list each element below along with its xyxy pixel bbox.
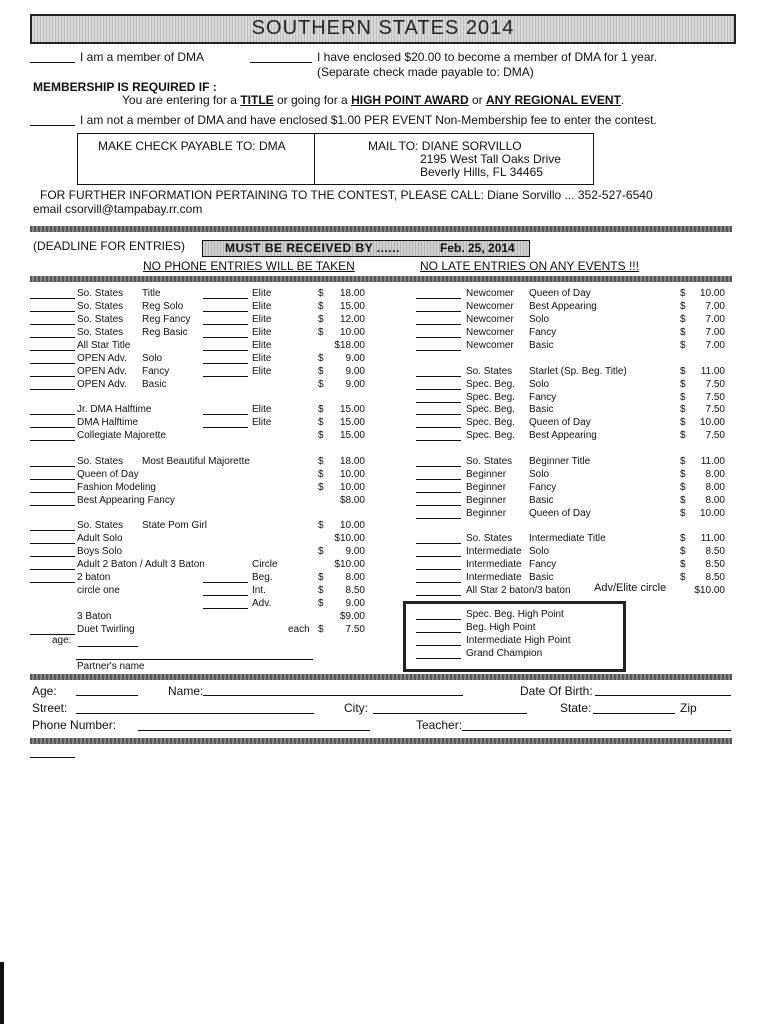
event-type: Fancy	[529, 392, 557, 403]
scan-edge	[0, 962, 4, 1024]
age2-label: Age:	[32, 684, 57, 698]
event-type: Starlet (Sp. Beg. Title)	[529, 366, 627, 377]
event-name: Beginner	[466, 508, 507, 519]
event-price: 10.00	[339, 520, 365, 531]
event-type: Solo	[529, 314, 550, 325]
separate-check: (Separate check made payable to: DMA)	[317, 65, 534, 79]
entry-blank[interactable]	[30, 479, 75, 480]
level-blank[interactable]	[203, 350, 248, 351]
entry-blank[interactable]	[416, 466, 461, 467]
req-part-1: You are entering for a	[122, 93, 237, 107]
dollar-sign: $	[680, 533, 686, 544]
page-title: SOUTHERN STATES 2014	[251, 17, 515, 39]
event-price: 7.50	[345, 624, 365, 635]
entry-blank[interactable]	[416, 389, 461, 390]
dollar-sign: $	[680, 430, 686, 441]
event-price: 11.00	[700, 533, 725, 544]
must-be-received: MUST BE RECEIVED BY ......	[225, 241, 400, 255]
entry-blank[interactable]	[416, 427, 461, 428]
not-member-text: I am not a member of DMA and have enclosed $1.00 PER EVENT Non-Membership fee to enter the contest.	[80, 113, 657, 127]
event-level: Elite	[252, 288, 272, 299]
event-price: 9.00	[345, 379, 365, 390]
event-price: 15.00	[339, 430, 365, 441]
event-name: So. States	[77, 314, 124, 325]
entry-blank[interactable]	[30, 311, 75, 312]
event-type: Fancy	[529, 327, 557, 338]
req-part-3: or	[471, 93, 483, 107]
event-name: Beginner	[466, 469, 507, 480]
dob-label: Date Of Birth:	[520, 684, 593, 698]
age2-field[interactable]	[76, 695, 138, 696]
req-part-2: or going for a	[277, 93, 348, 107]
event-type: Most Beautiful Majorette	[142, 456, 250, 467]
entry-blank[interactable]	[416, 556, 461, 557]
entry-blank[interactable]	[30, 543, 75, 544]
entry-blank[interactable]	[30, 376, 75, 377]
event-type: Fancy	[142, 366, 170, 377]
event-level: Circle	[252, 559, 278, 570]
deadline-box	[202, 240, 530, 257]
further-info: FOR FURTHER INFORMATION PERTAINING TO THE CONTEST, PLEASE CALL: Diane Sorvillo ... 352-527-6540	[40, 188, 653, 202]
event-level: Elite	[252, 314, 272, 325]
event-price: 15.00	[339, 301, 365, 312]
event-type: Basic	[529, 340, 554, 351]
event-name: Newcomer	[466, 340, 514, 351]
event-name: Jr. DMA Halftime	[77, 404, 152, 415]
event-name: Fashion Modeling	[77, 482, 156, 493]
event-type: Reg Fancy	[142, 314, 191, 325]
phone-field[interactable]	[138, 730, 370, 731]
dollar-sign: $	[318, 417, 324, 428]
dollar-sign: $	[318, 314, 324, 325]
dollar-sign: $	[680, 559, 686, 570]
entry-blank[interactable]	[416, 440, 461, 441]
state-field[interactable]	[593, 713, 675, 714]
event-name: Queen of Day	[77, 469, 139, 480]
event-price: 7.50	[705, 379, 725, 390]
city-field[interactable]	[373, 713, 527, 714]
event-price: 7.00	[705, 301, 725, 312]
event-name: So. States	[466, 456, 513, 467]
event-type: Queen of Day	[529, 508, 591, 519]
high-point-blank[interactable]	[416, 658, 461, 659]
event-name: OPEN Adv.	[77, 353, 127, 364]
event-type: Queen of Day	[529, 417, 591, 428]
event-price: 8.00	[705, 482, 725, 493]
phone-label: Phone Number:	[32, 718, 117, 732]
event-price: 9.00	[345, 366, 365, 377]
event-name: Adult Solo	[77, 533, 123, 544]
event-type: Fancy	[529, 482, 557, 493]
entry-blank[interactable]	[30, 389, 75, 390]
dollar-sign: $	[680, 417, 686, 428]
entry-blank[interactable]	[30, 440, 75, 441]
dollar-sign: $	[318, 379, 324, 390]
payment-box	[77, 133, 594, 185]
event-level: Elite	[252, 301, 272, 312]
entry-blank[interactable]	[30, 466, 75, 467]
street-label: Street:	[32, 701, 68, 715]
event-level: each	[288, 624, 310, 635]
dollar-sign: $	[318, 624, 324, 635]
event-type: Basic	[529, 495, 554, 506]
event-type: Reg Basic	[142, 327, 188, 338]
extra-blank[interactable]	[30, 757, 75, 758]
entry-blank[interactable]	[30, 414, 75, 415]
entry-blank[interactable]	[416, 414, 461, 415]
dollar-sign: $	[680, 404, 686, 415]
entry-blank[interactable]	[30, 582, 75, 583]
entry-blank[interactable]	[416, 298, 461, 299]
event-price: $10.00	[334, 533, 365, 544]
level-blank[interactable]	[203, 427, 248, 428]
event-price: 7.00	[705, 340, 725, 351]
event-price: 15.00	[339, 417, 365, 428]
street-field[interactable]	[76, 713, 314, 714]
event-name: Spec. Beg.	[466, 417, 515, 428]
entry-blank[interactable]	[416, 402, 461, 403]
entry-blank[interactable]	[416, 505, 461, 506]
event-price: 8.00	[705, 469, 725, 480]
entry-blank[interactable]	[416, 479, 461, 480]
dollar-sign: $	[318, 456, 324, 467]
entry-blank[interactable]	[416, 350, 461, 351]
divider-bar	[30, 674, 732, 680]
event-price: 11.00	[700, 456, 725, 467]
dollar-sign: $	[318, 572, 324, 583]
event-price: 10.00	[339, 482, 365, 493]
adv-elite-circle: Adv/Elite circle	[594, 582, 667, 594]
event-name: So. States	[77, 301, 124, 312]
event-price: 8.50	[705, 572, 725, 583]
event-name: Spec. Beg.	[466, 379, 515, 390]
entry-blank[interactable]	[30, 324, 75, 325]
event-price: 7.00	[705, 327, 725, 338]
event-name: Adult 2 Baton / Adult 3 Baton	[77, 559, 205, 570]
level-blank[interactable]	[203, 337, 248, 338]
member-text: I am a member of DMA	[80, 50, 205, 64]
entry-blank[interactable]	[30, 427, 75, 428]
event-price: 10.00	[339, 469, 365, 480]
event-type: Basic	[529, 404, 554, 415]
entry-blank[interactable]	[416, 518, 461, 519]
event-name: Newcomer	[466, 301, 514, 312]
event-type: Queen of Day	[529, 288, 591, 299]
email: email csorvill@tampabay.rr.com	[33, 202, 203, 216]
event-name: Spec. Beg.	[466, 430, 515, 441]
entry-blank[interactable]	[416, 569, 461, 570]
city-label: City:	[344, 701, 368, 715]
event-price: 7.50	[705, 404, 725, 415]
entry-blank[interactable]	[416, 595, 461, 596]
event-price: 10.00	[699, 417, 725, 428]
level-blank[interactable]	[203, 311, 248, 312]
event-name: Newcomer	[466, 288, 514, 299]
event-name: So. States	[77, 327, 124, 338]
dollar-sign: $	[318, 327, 324, 338]
event-type: Basic	[529, 572, 554, 583]
dollar-sign: $	[680, 456, 686, 467]
level-blank[interactable]	[203, 324, 248, 325]
dollar-sign: $	[680, 366, 686, 377]
event-name: circle one	[77, 585, 120, 596]
event-level: Elite	[252, 340, 272, 351]
event-level: Elite	[252, 417, 272, 428]
make-check: MAKE CHECK PAYABLE TO: DMA	[98, 139, 286, 153]
req-title: TITLE	[240, 93, 274, 107]
event-name: Spec. Beg.	[466, 404, 515, 415]
deadline-label: (DEADLINE FOR ENTRIES)	[33, 239, 186, 253]
event-type: Beginner Title	[529, 456, 591, 467]
dollar-sign: $	[680, 314, 686, 325]
entry-blank[interactable]	[416, 337, 461, 338]
level-blank[interactable]	[203, 595, 248, 596]
event-name: Beginner	[466, 482, 507, 493]
event-price: $10.00	[694, 585, 725, 596]
event-price: 18.00	[339, 288, 365, 299]
dollar-sign: $	[318, 520, 324, 531]
entry-blank[interactable]	[30, 530, 75, 531]
high-point-blank[interactable]	[416, 632, 461, 633]
event-type: Title	[142, 288, 161, 299]
entry-blank[interactable]	[416, 543, 461, 544]
dollar-sign: $	[318, 430, 324, 441]
entry-blank[interactable]	[30, 505, 75, 506]
entry-blank[interactable]	[416, 311, 461, 312]
age-label: age:	[52, 635, 72, 646]
dollar-sign: $	[680, 508, 686, 519]
event-price: 7.50	[705, 430, 725, 441]
event-name: OPEN Adv.	[77, 379, 127, 390]
dollar-sign: $	[318, 598, 324, 609]
event-price: 9.00	[345, 353, 365, 364]
dollar-sign: $	[318, 482, 324, 493]
entry-blank[interactable]	[30, 298, 75, 299]
event-name: So. States	[77, 520, 124, 531]
event-price: $18.00	[334, 340, 365, 351]
dollar-sign: $	[680, 301, 686, 312]
title-banner	[30, 14, 736, 44]
entry-blank[interactable]	[30, 337, 75, 338]
dollar-sign: $	[680, 340, 686, 351]
event-level: Elite	[252, 404, 272, 415]
req-end: .	[620, 93, 625, 107]
dollar-sign: $	[318, 288, 324, 299]
event-name: 3 Baton	[77, 611, 112, 622]
level-blank[interactable]	[203, 363, 248, 364]
zip-label: Zip	[680, 701, 697, 715]
event-level: Elite	[252, 353, 272, 364]
deadline-date: Feb. 25, 2014	[440, 241, 515, 255]
high-point-item: Beg. High Point	[466, 622, 536, 633]
event-level: Beg.	[252, 572, 273, 583]
dollar-sign: $	[680, 379, 686, 390]
event-name: Intermediate	[466, 546, 522, 557]
event-name: Collegiate Majorette	[77, 430, 166, 441]
event-price: 7.00	[705, 314, 725, 325]
event-price: 9.00	[345, 546, 365, 557]
state-label: State:	[560, 701, 592, 715]
req-regional: ANY REGIONAL EVENT	[485, 93, 621, 107]
dollar-sign: $	[318, 353, 324, 364]
event-price: 11.00	[700, 366, 725, 377]
divider-bar	[30, 738, 732, 744]
high-point-item: Intermediate High Point	[466, 635, 571, 646]
entry-blank[interactable]	[30, 492, 75, 493]
dollar-sign: $	[680, 327, 686, 338]
entry-blank[interactable]	[416, 582, 461, 583]
event-price: $10.00	[334, 559, 365, 570]
high-point-item: Grand Champion	[466, 648, 543, 659]
dollar-sign: $	[318, 585, 324, 596]
event-price: 7.50	[705, 392, 725, 403]
event-name: Intermediate	[466, 559, 522, 570]
name-field[interactable]	[203, 695, 463, 696]
level-blank[interactable]	[203, 414, 248, 415]
requirement-line	[122, 93, 624, 107]
event-price: 8.00	[705, 495, 725, 506]
event-price: 9.00	[345, 598, 365, 609]
dollar-sign: $	[318, 366, 324, 377]
teacher-label: Teacher:	[416, 718, 463, 732]
divider-bar	[30, 226, 732, 232]
event-name: Boys Solo	[77, 546, 123, 557]
enclosed-blank[interactable]	[250, 62, 312, 63]
high-point-item: Spec. Beg. High Point	[466, 609, 564, 620]
name-label: Name:	[168, 684, 204, 698]
event-price: 10.00	[699, 288, 725, 299]
dollar-sign: $	[680, 546, 686, 557]
event-price: $8.00	[339, 495, 365, 506]
high-point-blank[interactable]	[416, 645, 461, 646]
dollar-sign: $	[680, 495, 686, 506]
level-blank[interactable]	[203, 298, 248, 299]
event-type: Solo	[142, 353, 163, 364]
event-price: 10.00	[699, 508, 725, 519]
event-price: 12.00	[339, 314, 365, 325]
event-price: 8.00	[345, 572, 365, 583]
dollar-sign: $	[680, 469, 686, 480]
partner-blank[interactable]	[76, 659, 313, 660]
partner-label: Partner's name	[77, 661, 145, 672]
mail-city: Beverly Hills, FL 34465	[420, 165, 543, 179]
event-type: State Pom Girl	[142, 520, 208, 531]
event-type: Reg Solo	[142, 301, 184, 312]
event-name: All Star Title	[77, 340, 131, 351]
event-level: Adv.	[252, 598, 272, 609]
dollar-sign: $	[318, 301, 324, 312]
event-name: Best Appearing Fancy	[77, 495, 175, 506]
event-name: So. States	[77, 456, 124, 467]
no-phone: NO PHONE ENTRIES WILL BE TAKEN	[143, 259, 355, 273]
divider-bar	[30, 276, 732, 282]
dollar-sign: $	[680, 482, 686, 493]
event-name: 2 baton	[77, 572, 111, 583]
entry-blank[interactable]	[416, 492, 461, 493]
membership-required: MEMBERSHIP IS REQUIRED IF :	[33, 80, 217, 94]
age-blank[interactable]	[78, 646, 138, 647]
event-type: Solo	[529, 379, 550, 390]
event-level: Elite	[252, 366, 272, 377]
entry-blank[interactable]	[30, 556, 75, 557]
event-name: So. States	[466, 366, 513, 377]
event-name: Newcomer	[466, 314, 514, 325]
level-blank[interactable]	[203, 608, 248, 609]
dob-field[interactable]	[595, 695, 731, 696]
entry-blank[interactable]	[30, 569, 75, 570]
event-level: Int.	[252, 585, 266, 596]
event-name: Duet Twirling	[77, 624, 135, 635]
mail-street: 2195 West Tall Oaks Drive	[420, 152, 561, 166]
dollar-sign: $	[680, 392, 686, 403]
event-name: So. States	[77, 288, 124, 299]
event-type: Basic	[142, 379, 167, 390]
event-type: Best Appearing	[529, 301, 597, 312]
req-high-point: HIGH POINT AWARD	[351, 93, 469, 107]
event-name: So. States	[466, 533, 513, 544]
mail-to: MAIL TO: DIANE SORVILLO	[368, 139, 522, 153]
not-member-blank[interactable]	[30, 125, 75, 126]
dollar-sign: $	[680, 572, 686, 583]
event-price: 8.50	[345, 585, 365, 596]
event-name: All Star 2 baton/3 baton	[466, 585, 571, 596]
event-type: Fancy	[529, 559, 557, 570]
dollar-sign: $	[318, 469, 324, 480]
event-type: Solo	[529, 469, 550, 480]
entry-blank[interactable]	[30, 350, 75, 351]
dollar-sign: $	[318, 404, 324, 415]
teacher-field[interactable]	[462, 730, 731, 731]
no-late: NO LATE ENTRIES ON ANY EVENTS !!!	[420, 259, 639, 273]
event-name: OPEN Adv.	[77, 366, 127, 377]
enclosed-text: I have enclosed $20.00 to become a member of DMA for 1 year.	[317, 50, 658, 64]
entry-blank[interactable]	[416, 324, 461, 325]
event-name: Spec. Beg.	[466, 392, 515, 403]
event-price: 10.00	[339, 327, 365, 338]
event-price: 15.00	[339, 404, 365, 415]
high-point-blank[interactable]	[416, 619, 461, 620]
dollar-sign: $	[680, 288, 686, 299]
event-name: DMA Halftime	[77, 417, 139, 428]
event-type: Best Appearing	[529, 430, 597, 441]
event-type: Intermediate Title	[529, 533, 606, 544]
event-name: Intermediate	[466, 572, 522, 583]
event-name: Beginner	[466, 495, 507, 506]
event-price: 8.50	[705, 559, 725, 570]
level-blank[interactable]	[203, 582, 248, 583]
event-price: $9.00	[339, 611, 365, 622]
event-price: 8.50	[705, 546, 725, 557]
entry-blank[interactable]	[30, 363, 75, 364]
entry-blank[interactable]	[416, 376, 461, 377]
dollar-sign: $	[318, 546, 324, 557]
event-level: Elite	[252, 327, 272, 338]
event-price: 18.00	[339, 456, 365, 467]
member-blank[interactable]	[30, 62, 75, 63]
event-type: Solo	[529, 546, 550, 557]
payment-box-divider	[314, 134, 315, 184]
event-name: Newcomer	[466, 327, 514, 338]
level-blank[interactable]	[203, 376, 248, 377]
